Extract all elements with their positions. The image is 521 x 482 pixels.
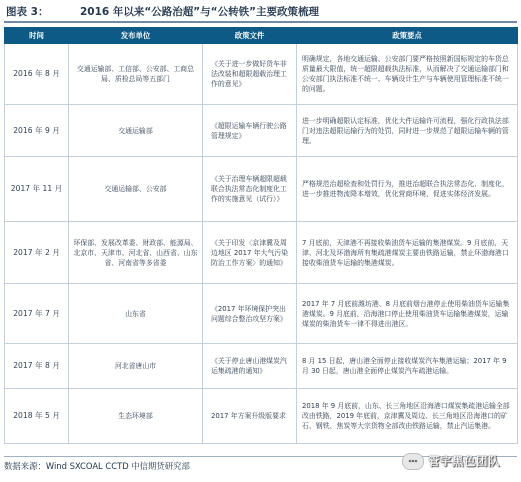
chat-bubble-icon	[402, 453, 424, 470]
title-divider	[4, 21, 517, 23]
table-row	[5, 344, 518, 389]
table-row	[5, 44, 518, 105]
cell-points: 严格规范治超检查和处罚行为，推进治超联合执法常态化、制度化，进一步推进物流降本增效，优化营商环境，促进实体经济发展。	[297, 157, 518, 222]
cell-document: 2017 年方案升级版要求	[203, 389, 297, 444]
cell-time: 2017 年 11 月	[5, 157, 69, 222]
cell-document: 《关于印发〈京津冀及周边地区 2017 年大气污染防治工作方案〉的通知》	[203, 222, 297, 284]
cell-time: 2017 年 8 月	[5, 344, 69, 389]
cell-points: 进一步明确超限认定标准，优化大件运输许可流程，强化行政执法部门对违法超限运输行为的处罚，同时进一步规范了超限运输车辆的管理。	[297, 105, 518, 157]
cell-document: 《关于进一步做好货车非法改装和超限超载治理工作的意见》	[203, 44, 297, 105]
cell-issuer: 山东省	[69, 284, 203, 344]
cell-document: 《超限运输车辆行驶公路管理规定》	[203, 105, 297, 157]
header-issuer: 发布单位	[69, 28, 203, 44]
cell-time: 2016 年 8 月	[5, 44, 69, 105]
table-row	[5, 222, 518, 284]
figure-title	[4, 3, 517, 19]
header-points: 政策要点	[297, 28, 518, 44]
table-row	[5, 284, 518, 344]
watermark-text: 管宇黑色团队	[428, 454, 500, 468]
header-document: 政策文件	[203, 28, 297, 44]
cell-time: 2016 年 9 月	[5, 105, 69, 157]
table-row	[5, 389, 518, 444]
cell-document: 《关于停止唐山港煤炭汽运集疏港的通知》	[203, 344, 297, 389]
cell-issuer: 环保部、发展改革委、财政部、能源局、北京市、天津市、河北省、山西省、山东省、河南省等多省委	[69, 222, 203, 284]
cell-issuer: 交通运输部、公安部	[69, 157, 203, 222]
cell-points: 明确规定，各地交通运输、公安部门要严格按照新国标规定的车货总质量最大限值，统一超限超载执法标准，从而解决了交通运输部门和公安部门执法标准不统一、车辆设计生产与车辆使用管理标准不统一的问题。	[297, 44, 518, 105]
cell-document: 《关于治理车辆超限超载联合执法常态化制度化工作的实施意见（试行）》	[203, 157, 297, 222]
cell-issuer: 交通运输部	[69, 105, 203, 157]
cell-time: 2017 年 2 月	[5, 222, 69, 284]
header-time: 时间	[5, 28, 69, 44]
cell-points: 2018 年 9 月底前，山东、长三角地区沿海港口煤炭集疏港运输全部改由铁路，2019 年底前，京津冀及周边、长三角地区沿海港口的矿石、钢铁、焦炭等大宗货物全部改由铁路运输，禁止汽运集港。	[297, 389, 518, 444]
source-note: 数据来源：Wind SXCOAL CCTD 中信期货研究部	[4, 461, 190, 471]
cell-points: 8 月 15 日起，唐山港全面停止接收煤炭汽车集港运输；2017 年 9 月 30 日起，唐山港全面停止煤炭汽车疏港运输。	[297, 344, 518, 389]
figure-title-text: 2016 年以来“公路治超”与“公转铁”主要政策梳理	[80, 6, 319, 18]
cell-issuer: 交通运输部、工信部、公安部、工商总局、质检总局等五部门	[69, 44, 203, 105]
cell-issuer: 生态环境部	[69, 389, 203, 444]
table-row	[5, 157, 518, 222]
cell-document: 《2017 年环境保护突出问题综合整治攻坚方案》	[203, 284, 297, 344]
table-header-row	[5, 28, 518, 44]
policy-table	[4, 27, 518, 444]
cell-time: 2017 年 7 月	[5, 284, 69, 344]
watermark	[402, 449, 518, 473]
table-row	[5, 105, 518, 157]
figure-label: 图表 3：	[6, 6, 49, 18]
cell-issuer: 河北省唐山市	[69, 344, 203, 389]
cell-points: 7 月底前，天津港不再接收柴油货车运输的集港煤炭。9 月底前，天津、河北及环渤海所有集疏港煤炭主要由铁路运输，禁止环渤海港口接收柴油货车运输的集港煤炭。	[297, 222, 518, 284]
cell-time: 2018 年 5 月	[5, 389, 69, 444]
cell-points: 2017 年 7 月底前潍坊港、8 月底前烟台港停止使用柴油货车运输集港煤炭。9 月底前，沿海港口停止使用柴油货车运输集港煤炭，运输煤炭的柴油货车一律不得进出港区。	[297, 284, 518, 344]
